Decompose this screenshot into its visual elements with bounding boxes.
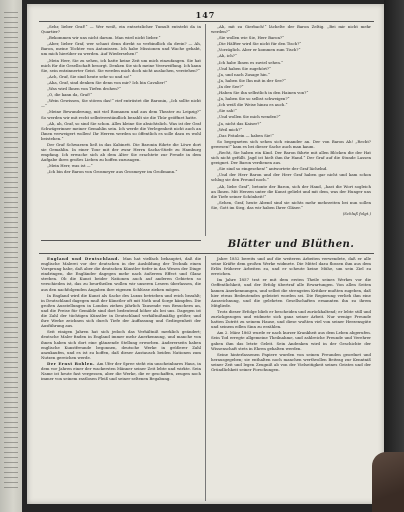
paragraph: „Aber, lieber Graf, wer schaut denn direkt so verbindlich da drein? — Ah, Baron, meine Töchter von Antonissen. Ich habe Missionen und Wache gehabt, um mich hierüber zu werden. Auf Wiedersehen!“ bbox=[41, 41, 201, 57]
section-title: Blätter und Blüthen. bbox=[227, 239, 355, 250]
articles-column-left bbox=[41, 256, 201, 501]
article-heading: England und Deutschland. bbox=[47, 256, 123, 261]
article-paragraph bbox=[211, 256, 371, 276]
article-paragraph bbox=[41, 293, 201, 329]
paragraph: „Mein Herr, Sie zu sehen, ich hatte keine Zeit um mich einzufangen. Sie hat mich für die Gesellschaft besorgt. Denken Sie sich meine Verzweiflung. Ich kann Sie, sein entzinnerter Geist. Sie werden mich doch nicht auslachen, verstehen?“ bbox=[41, 57, 201, 73]
article-text: Trotz dieser Erfolge blieb er bescheiden und zurückhaltend; er lebte still und zurückgezogen und widmete sich ganz seiner Arbeit. Nur wenige Freunde hatten Zutritt zu seinem Hause, und diese wußten viel von seiner Herzensgüte und seinem edlen Sinn zu erzählen. bbox=[211, 308, 371, 330]
paragraph: „Ah, mit zu Gierbach!“ lächelte der Baron Zeltig. „Bei mir nicht mehr werden?“ bbox=[211, 24, 371, 35]
paragraph: „Und wollen Sie mich wenden?“ bbox=[217, 114, 281, 120]
paragraph: „O, die kann da, Graf!“ bbox=[47, 92, 93, 98]
articles-column-right bbox=[211, 256, 371, 501]
paragraph: „Ich weiß die Weise hinzu es auch.“ bbox=[217, 102, 288, 108]
article-paragraph bbox=[211, 277, 371, 308]
paragraph: „Haben Sie ihn selbstlich in den Hainen von?“ bbox=[217, 90, 309, 96]
paragraph: „Wein Gewissen, Sie stören das!“ rief entrüstet die Baronin, „Ich sollte nicht —“ bbox=[41, 98, 201, 109]
paragraph: „Recht, Sie haben ein Kind. Der Baron fährte mit allen Blöcken die der Hat sich nicht gefüllt. Jagd ist hielt ihm ihr Hand.“ Der Graf auf die Stunde Lassen geeignet. Der Baron verdienen aus. bbox=[211, 149, 371, 166]
article-text: In England wird die Kunst als Sache des Luxus betrieben und reich bezahlt; in Deutschland dagegen muß der Künstler oft mit Noth und Sorge kämpfen. Die großen Ausstellungen in London ziehen jährlich Tausende von Besuchern an, und die Preise für Gemälde sind dort bedeutend höher als bei uns. Dagegen ist die Zahl der tüchtigen Künstler in Deutschland verhältnißmäßig größer, und ihre Werke zeichnen sich durch Tiefe der Auffassung und Gediegenheit der Ausführung aus. bbox=[41, 292, 201, 329]
book-gutter-shadow bbox=[384, 0, 404, 512]
section-rule bbox=[39, 253, 374, 254]
article-text: Im Jahre 1857 trat er mit dem ersten Theile seines Werkes vor die Oeffentlichkeit, und der Erfolg übertraf alle Erwartungen. Von allen Seiten kamen Anerkennungen, und selbst die strengsten Kritiker mußten zugeben, daß hier etwas Bedeutendes geleistet worden sei. Die Regierung verlieh ihm eine Auszeichnung, und die gelehrten Gesellschaften ernannten ihn zu ihrem Mitgliede. bbox=[211, 277, 371, 308]
article-paragraph bbox=[211, 309, 371, 329]
adjacent-page-edge bbox=[0, 0, 22, 512]
paragraph: So begegneten sich sehen sich einander an. Der von Baron Ah! „Recht? gewesen!“ kam es bei dieser Sache auch man kaum. bbox=[211, 138, 371, 149]
paragraph: „Was wird Ihnen von Tiefen drohen?“ bbox=[47, 86, 121, 92]
page-number: 147 bbox=[195, 10, 216, 20]
paragraph: „Mein Herr, was ist —“ bbox=[47, 163, 93, 169]
magazine-page bbox=[27, 4, 384, 504]
article-text: Jahre 1852 bereits und auf die weiteren Arbeiten verwendete, daß er alle seine Kräfte dem großen Werke widmete. Die Mittel dazu flossen ihm aus dem Erlös früherer Arbeiten zu, und er scheute keine Mühe, um sein Ziel zu erreichen. bbox=[211, 256, 371, 277]
paragraph: „Ah, liebe Graf“, betonte der Baron, sich der Hand, „hast die Wort sogleich an Ihnen. Mit Herzen unter die Kunst geliebt und mit dem, was der Hunger uns die Tiefe seiner Schönheit!“ bbox=[211, 183, 371, 199]
paragraph: „Sie sah!“ bbox=[217, 108, 237, 114]
paragraph: „Ja, haben Sie Ihn mit in der See?“ bbox=[217, 77, 286, 83]
article-paragraph bbox=[41, 361, 201, 381]
article-text: Seit einigen Jahren hat sich jedoch das Verhältniß merklich geändert; deutsche Maler finden in England immer mehr Anerkennung, und manche von ihnen haben sich dort eine glänzende Stellung erworben. Andererseits haben englische Kunstfreunde begonnen, deutsche Werke in größerer Zahl anzukaufen, und es ist zu hoffen, daß dieser Austausch beiden Nationen zum Nutzen gereichen werde. bbox=[41, 329, 201, 360]
article-paragraph bbox=[41, 329, 201, 360]
paragraph: „Und haben Sie zugehört?“ bbox=[217, 65, 272, 71]
story-column-right bbox=[211, 24, 371, 236]
article-text: Am Ufer der Spree steht ein unscheinbares Haus, in dem vor Jahren einer der wackersten Männer seiner Zeit lebte und wirkte. Sein Name ist heute fast vergessen, aber die Werke, die er geschaffen, zeugen noch immer von seinem rastlosen Fleiß und seiner seltenen Begabung. bbox=[41, 360, 201, 382]
continuation-note: (Schluß folgt.) bbox=[342, 211, 371, 216]
paragraph: „Ja, haben Sie so selbst schweigen?“ bbox=[217, 96, 290, 102]
paragraph: „Ach, Graf, Sie sind heute sehr so und so!“ bbox=[47, 73, 132, 79]
paragraph: „Ich bin der Baron von Grosmeyer aus Grosmeyer im Großmann.“ bbox=[47, 169, 178, 175]
paragraph: „Aha, Graf, sind denken Sie denn von mir? Ich bin Cavalier!“ bbox=[47, 79, 168, 85]
article-paragraph bbox=[211, 352, 371, 372]
section-rule-left bbox=[41, 240, 201, 241]
thumb bbox=[372, 452, 404, 512]
article-heading: Der Ernst Bohlen. bbox=[47, 360, 97, 366]
article-text: Seine hinterlassenen Papiere wurden von seinen Freunden geordnet und herausgegeben; sie enthalten noch manchen werthvollen Beitrag zur Kenntniß seiner Zeit und legen Zeugniß ab von der Vielseitigkeit seines Geistes und der Gründlichkeit seiner Forschungen. bbox=[211, 351, 371, 372]
article-text: Am 2. März 1863 wurde er nach kurzer Krankheit aus dem Leben abgerufen. Sein Tod erregte allgemeine Theilnahme, und zahlreiche Freunde und Verehrer gaben ihm das letzte Geleit. Sein Andenken wird in der Geschichte der Wissenschaft stets in Ehren gehalten werden. bbox=[211, 330, 371, 351]
paragraph: „Weil mich?“ bbox=[217, 126, 243, 132]
paragraph: Der Graf Schwarzen ließ in das Kabinett. Die Baronin führte die Löwe dort sie Gemahlin. In einer Tour mit der zwar Herrn Sacha-Stiefe zu Hamburg empfang. Ich erwache sich ab dem Alter Sie erachtete zur Freude in dem Aufgabe ihres großes Lieben zu hoffen zuzusagen. bbox=[41, 141, 201, 163]
article-text: Man hat vielfach behauptet, daß die englische Malerei vor der deutschen in der Ausbildung der Technik einen Vorsprung habe, daß aber die deutschen Künstler tiefer in das Wesen der Dinge eindringen, die Engländer dagegen mehr nach äußerem Effect und Glanz streben. Ob die Kunst beider Nationen auch auf anderen Gebieten so verschieden ist, das zu beurtheilen wollen wir unseren Lesern überlassen, die aus den nachfolgenden Angaben ihre eigenen Schlüsse ziehen mögen. bbox=[41, 256, 201, 292]
story-column-left bbox=[41, 24, 201, 236]
paragraph: „Ah, ich?“ bbox=[217, 53, 237, 59]
paragraph: „Sie wollen wie Sie, Herr Baron?“ bbox=[217, 35, 285, 41]
paragraph: „Und der Herr Baron und der Herr Graf haben gar nicht und kam schon schlug sie den Freund noch.“ bbox=[211, 172, 371, 183]
paragraph: „Sehen, Graf, heute Abend sind sie nichts mehr mehrzeiten bei nun sollen Sie, Gott im Sieg, das wir haben Ihrer Gläser.“ bbox=[211, 199, 371, 210]
paragraph: „Die Hälfter wird Sie nicht für den Tisch?“ bbox=[217, 41, 302, 47]
paragraph: „In der See?“ bbox=[217, 83, 244, 89]
adjacent-page-text-lines bbox=[4, 12, 18, 492]
paragraph: „Sehr, lieber Graf!“ — Wer weiß, ein entsetzlicher Tumult entsteht da in Quartier? bbox=[41, 24, 201, 35]
paragraph: „Ich habe Ihnen es zuviel sehen.“ bbox=[217, 59, 284, 65]
paragraph: „Vorzüglich. Aber er kommen zum Tisch?“ bbox=[217, 47, 301, 53]
paragraph: „Bekommen wir uns nicht darum. Man wird nicht lieber.“ bbox=[47, 35, 161, 41]
article-paragraph bbox=[211, 330, 371, 350]
column-divider-lower bbox=[205, 256, 206, 501]
paragraph: „Ah, ah, Graf, so sind Sie schon. Alles kleine Sie absichtslich. Was ist der Graf Schwägerinner meiner Gemahlin sein. Ich werde die Verlegenheit nicht auch an Ihnen verweigert wollen! Ihr Herren werden so öffentlich es solle dazu es wohl beistehen.“ bbox=[41, 120, 201, 141]
paragraph: „Das Fräulein — haben Sie!“ bbox=[217, 132, 274, 138]
article-paragraph bbox=[41, 256, 201, 292]
paragraph: „Ja, und nach Zusage hin.“ bbox=[217, 71, 270, 77]
paragraph: „Meine Bewunderung, mit viel Romanen und aus dem Theater zu Leipzig?“ So werden wir mit recht selbstverständlich bezahlt sie die Thür geöffnet hatte. bbox=[41, 109, 201, 120]
paragraph: „Sie sind so eingesehen!“ antwortete der Graf lächelnd. bbox=[217, 166, 328, 172]
header-rule bbox=[39, 21, 374, 22]
column-divider-upper bbox=[205, 24, 206, 236]
paragraph: „Ja, nicht das Kaiser?“ bbox=[217, 120, 262, 126]
